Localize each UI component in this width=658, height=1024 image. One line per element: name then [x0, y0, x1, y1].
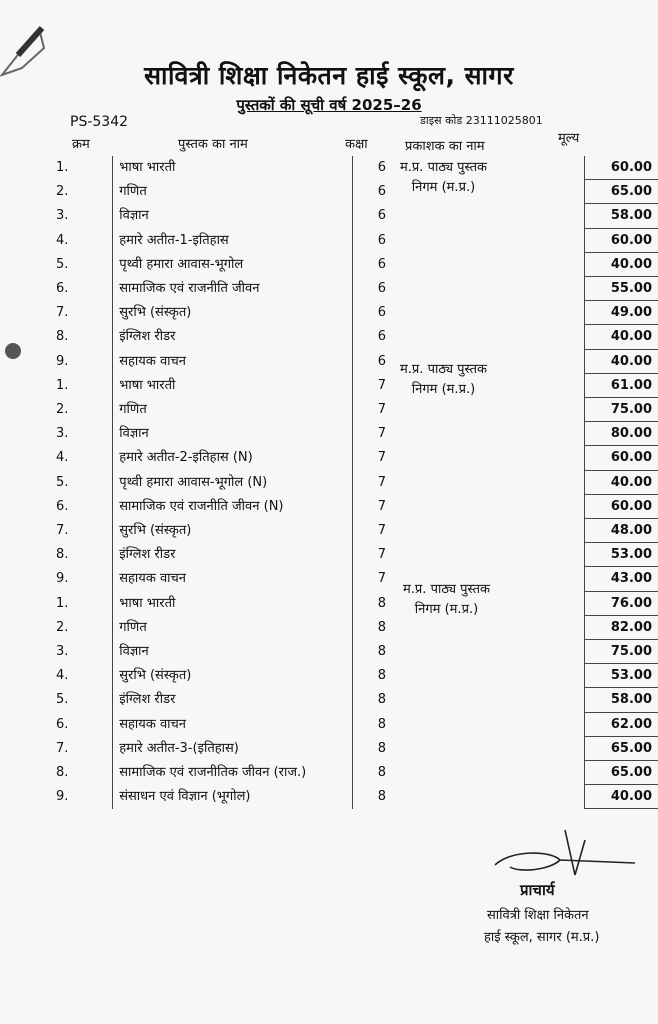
row-book-name: विज्ञान: [113, 640, 353, 664]
row-class: 6: [352, 277, 411, 301]
row-book-name: विज्ञान: [113, 422, 353, 446]
row-book-name: सुरभि (संस्कृत): [113, 301, 353, 325]
row-book-name: हमारे अतीत-2-इतिहास (N): [113, 446, 353, 470]
row-sno: 4.: [56, 232, 69, 248]
row-publisher-space: [411, 688, 585, 712]
row-sno: 3.: [56, 644, 69, 660]
table-row: [48, 640, 658, 664]
row-class: 7: [352, 446, 411, 470]
row-price: 60.00: [584, 494, 658, 518]
row-publisher-space: [411, 543, 585, 567]
row-book-name: विज्ञान: [113, 204, 353, 228]
row-price: 43.00: [584, 567, 658, 591]
row-book-name: हमारे अतीत-3-(इतिहास): [113, 736, 353, 760]
book-list-table: [48, 156, 658, 809]
row-class: 6: [352, 156, 411, 180]
row-sno: 1.: [56, 595, 69, 611]
row-sno: 8.: [56, 329, 69, 345]
row-publisher-space: [411, 761, 585, 785]
row-book-name: भाषा भारती: [113, 156, 353, 180]
row-book-name: भाषा भारती: [113, 591, 353, 615]
table-row: [48, 591, 658, 615]
row-sno: 6.: [56, 716, 69, 732]
row-class: 6: [352, 204, 411, 228]
table-row: [48, 446, 658, 470]
row-publisher-space: [411, 494, 585, 518]
table-row: [48, 422, 658, 446]
row-publisher-space: [411, 398, 585, 422]
row-sno: 2.: [56, 619, 69, 635]
list-title: पुस्तकों की सूची वर्ष 2025–26: [236, 96, 422, 114]
row-book-name: सुरभि (संस्कृत): [113, 519, 353, 543]
row-publisher-space: [411, 277, 585, 301]
row-book-name: इंग्लिश रीडर: [113, 543, 353, 567]
row-publisher-space: [411, 252, 585, 276]
row-class: 8: [352, 761, 411, 785]
row-book-name: इंग्लिश रीडर: [113, 325, 353, 349]
address-line-1: सावित्री शिक्षा निकेतन: [487, 908, 589, 923]
row-sno: 3.: [56, 426, 69, 442]
row-price: 82.00: [584, 615, 658, 639]
row-price: 40.00: [584, 470, 658, 494]
row-sno: 5.: [56, 256, 69, 272]
row-class: 7: [352, 519, 411, 543]
row-price: 76.00: [584, 591, 658, 615]
row-class: 8: [352, 712, 411, 736]
row-publisher-space: [411, 664, 585, 688]
publisher-line-2: निगम (म.प्र.): [411, 180, 476, 195]
row-price: 75.00: [584, 398, 658, 422]
row-price: 49.00: [584, 301, 658, 325]
row-price: 62.00: [584, 712, 658, 736]
row-publisher-space: [411, 640, 585, 664]
row-class: 6: [352, 228, 411, 252]
row-book-name: सहायक वाचन: [113, 567, 353, 591]
row-book-name: संसाधन एवं विज्ञान (भूगोल): [113, 785, 353, 809]
table-row: [48, 398, 658, 422]
table-row: [48, 736, 658, 760]
row-class: 7: [352, 470, 411, 494]
row-sno: 8.: [56, 547, 69, 563]
row-class: 8: [352, 640, 411, 664]
row-sno: 5.: [56, 692, 69, 708]
row-book-name: सहायक वाचन: [113, 712, 353, 736]
row-sno: 1.: [56, 377, 69, 393]
row-price: 65.00: [584, 180, 658, 204]
row-book-name: गणित: [113, 398, 353, 422]
table-row: [48, 252, 658, 276]
row-price: 40.00: [584, 252, 658, 276]
column-header-price: मूल्य: [558, 131, 580, 146]
table-row: [48, 156, 658, 180]
row-sno: 8.: [56, 765, 69, 781]
row-class: 6: [352, 301, 411, 325]
publisher-line-2: निगम (म.प्र.): [414, 602, 479, 617]
row-sno: 7.: [56, 523, 69, 539]
table-row: [48, 373, 658, 397]
ink-dot: [5, 343, 21, 359]
row-sno: 9.: [56, 789, 69, 805]
row-book-name: सामाजिक एवं राजनीति जीवन (N): [113, 494, 353, 518]
row-class: 7: [352, 567, 411, 591]
row-sno: 6.: [56, 498, 69, 514]
row-book-name: इंग्लिश रीडर: [113, 688, 353, 712]
table-row: [48, 761, 658, 785]
column-header-name: पुस्तक का नाम: [178, 137, 248, 152]
row-sno: 9.: [56, 353, 69, 369]
row-sno: 2.: [56, 184, 69, 200]
row-publisher-space: [411, 301, 585, 325]
table-row: [48, 543, 658, 567]
principal-title: प्राचार्य: [520, 881, 555, 899]
row-price: 80.00: [584, 422, 658, 446]
row-sno: 3.: [56, 208, 69, 224]
row-book-name: गणित: [113, 180, 353, 204]
table-row: [48, 567, 658, 591]
publisher-line-2: निगम (म.प्र.): [411, 382, 476, 397]
publisher-block-class-6: [400, 158, 487, 198]
column-header-publisher: प्रकाशक का नाम: [405, 139, 485, 154]
signature-image: [490, 825, 640, 885]
row-price: 75.00: [584, 640, 658, 664]
table-row: [48, 664, 658, 688]
row-sno: 2.: [56, 402, 69, 418]
row-book-name: गणित: [113, 615, 353, 639]
row-sno: 5.: [56, 474, 69, 490]
row-publisher-space: [411, 470, 585, 494]
row-class: 7: [352, 373, 411, 397]
address-line-2: हाई स्कूल, सागर (म.प्र.): [484, 930, 600, 945]
row-class: 7: [352, 422, 411, 446]
row-publisher-space: [411, 519, 585, 543]
row-class: 7: [352, 494, 411, 518]
column-header-class: कक्षा: [345, 137, 368, 152]
table-row: [48, 180, 658, 204]
table-row: [48, 204, 658, 228]
publisher-line-1: म.प्र. पाठ्य पुस्तक: [400, 362, 487, 377]
row-sno: 1.: [56, 160, 69, 176]
row-price: 58.00: [584, 688, 658, 712]
row-sno: 9.: [56, 571, 69, 587]
row-class: 7: [352, 398, 411, 422]
row-price: 65.00: [584, 761, 658, 785]
school-title: सावित्री शिक्षा निकेतन हाई स्कूल, सागर: [144, 61, 514, 90]
row-publisher-space: [411, 204, 585, 228]
row-book-name: सुरभि (संस्कृत): [113, 664, 353, 688]
row-sno: 7.: [56, 740, 69, 756]
row-class: 8: [352, 785, 411, 809]
table-row: [48, 277, 658, 301]
row-price: 65.00: [584, 736, 658, 760]
row-price: 58.00: [584, 204, 658, 228]
row-class: 6: [352, 349, 411, 373]
ps-code: PS-5342: [70, 114, 129, 130]
row-price: 40.00: [584, 325, 658, 349]
row-price: 55.00: [584, 277, 658, 301]
row-sno: 4.: [56, 668, 69, 684]
row-class: 8: [352, 591, 411, 615]
publisher-line-1: म.प्र. पाठ्य पुस्तक: [403, 582, 490, 597]
publisher-block-class-7: [400, 360, 487, 400]
row-publisher-space: [411, 736, 585, 760]
row-price: 61.00: [584, 373, 658, 397]
row-sno: 6.: [56, 281, 69, 297]
row-price: 48.00: [584, 519, 658, 543]
row-publisher-space: [411, 228, 585, 252]
publisher-block-class-8: [403, 580, 490, 620]
row-class: 8: [352, 736, 411, 760]
table-row: [48, 228, 658, 252]
row-publisher-space: [411, 446, 585, 470]
table-row: [48, 301, 658, 325]
row-class: 6: [352, 252, 411, 276]
table-row: [48, 519, 658, 543]
row-book-name: पृथ्वी हमारा आवास-भूगोल (N): [113, 470, 353, 494]
row-book-name: सहायक वाचन: [113, 349, 353, 373]
row-publisher-space: [411, 422, 585, 446]
table-row: [48, 785, 658, 809]
row-class: 8: [352, 664, 411, 688]
dise-code: डाइस कोड 23111025801: [420, 114, 543, 127]
table-row: [48, 688, 658, 712]
row-sno: 7.: [56, 305, 69, 321]
table-row: [48, 494, 658, 518]
row-book-name: सामाजिक एवं राजनीति जीवन: [113, 277, 353, 301]
row-publisher-space: [411, 325, 585, 349]
row-price: 40.00: [584, 785, 658, 809]
table-row: [48, 325, 658, 349]
row-price: 40.00: [584, 349, 658, 373]
row-price: 60.00: [584, 228, 658, 252]
row-book-name: सामाजिक एवं राजनीतिक जीवन (राज.): [113, 761, 353, 785]
row-price: 53.00: [584, 664, 658, 688]
column-header-sno: क्रम: [72, 137, 90, 152]
row-class: 8: [352, 688, 411, 712]
row-price: 60.00: [584, 446, 658, 470]
table-row: [48, 712, 658, 736]
row-sno: 4.: [56, 450, 69, 466]
row-class: 7: [352, 543, 411, 567]
table-row: [48, 615, 658, 639]
publisher-line-1: म.प्र. पाठ्य पुस्तक: [400, 160, 487, 175]
row-publisher-space: [411, 785, 585, 809]
row-book-name: पृथ्वी हमारा आवास-भूगोल: [113, 252, 353, 276]
row-class: 8: [352, 615, 411, 639]
row-publisher-space: [411, 712, 585, 736]
row-price: 53.00: [584, 543, 658, 567]
row-price: 60.00: [584, 156, 658, 180]
row-book-name: भाषा भारती: [113, 373, 353, 397]
row-book-name: हमारे अतीत-1-इतिहास: [113, 228, 353, 252]
table-row: [48, 470, 658, 494]
table-row: [48, 349, 658, 373]
row-class: 6: [352, 325, 411, 349]
row-class: 6: [352, 180, 411, 204]
